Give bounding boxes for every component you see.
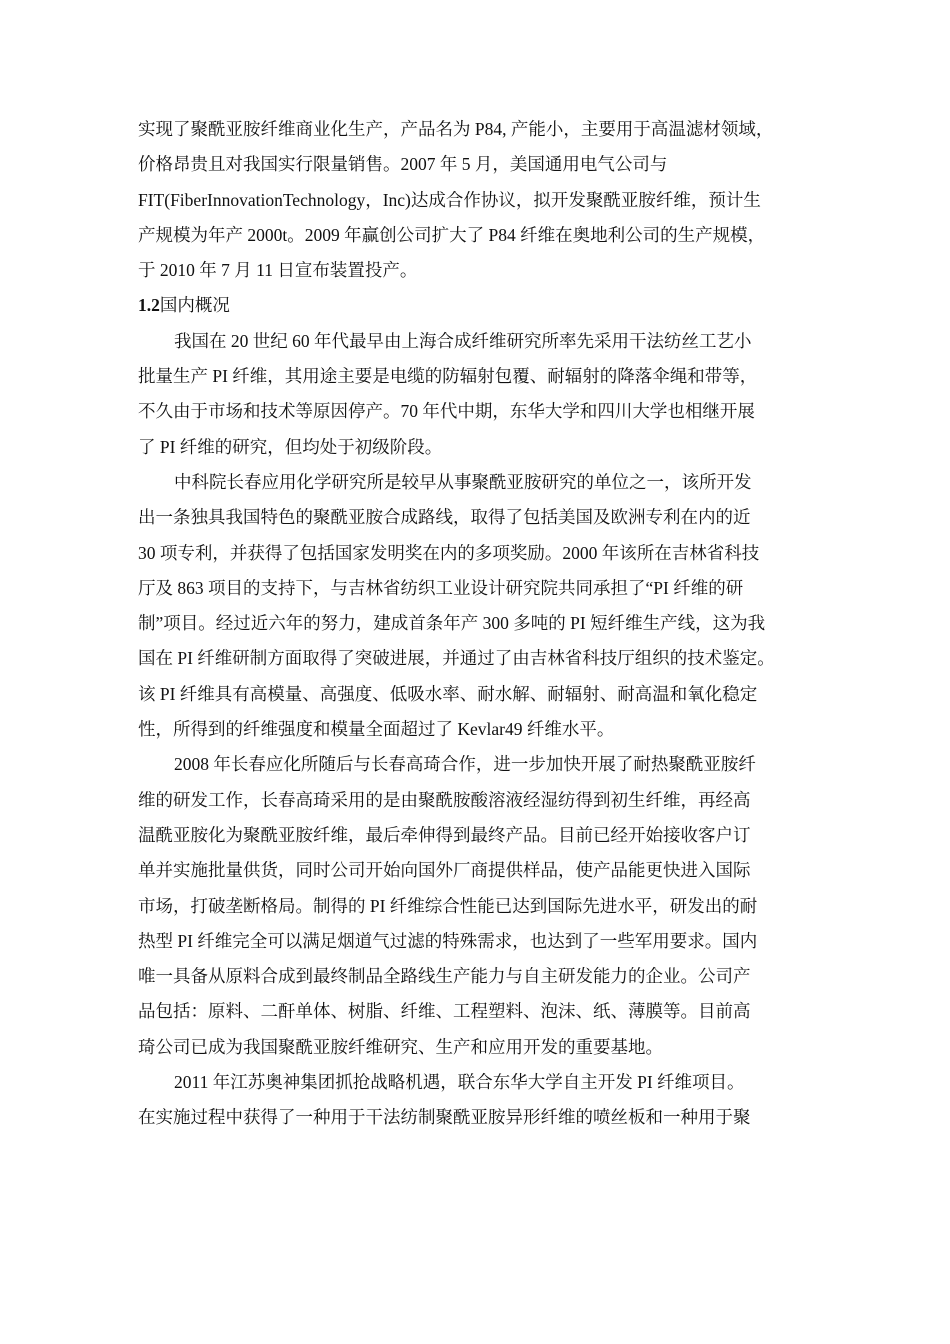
text-line: 该 PI 纤维具有高模量、高强度、低吸水率、耐水解、耐辐射、耐高温和氧化稳定 xyxy=(138,683,758,704)
text-line: 价格昂贵且对我国实行限量销售。2007 年 5 月，美国通用电气公司与 xyxy=(138,154,668,175)
text-line: 2008 年长春应化所随后与长春高琦合作，进一步加快开展了耐热聚酰亚胺纤 xyxy=(174,754,756,775)
text-line: 国在 PI 纤维研制方面取得了突破进展，并通过了由吉林省科技厅组织的技术鉴定。 xyxy=(138,648,775,669)
text-line: 于 2010 年 7 月 11 日宣布装置投产。 xyxy=(138,260,418,281)
text-line: 实现了聚酰亚胺纤维商业化生产，产品名为 P84, 产能小，主要用于高温滤材领域， xyxy=(138,119,774,139)
text-line: 单并实施批量供货，同时公司开始向国外厂商提供样品，使产品能更快进入国际 xyxy=(138,860,751,881)
text-line: 琦公司已成为我国聚酰亚胺纤维研究、生产和应用开发的重要基地。 xyxy=(138,1036,663,1057)
text-line: 品包括：原料、二酐单体、树脂、纤维、工程塑料、泡沫、纸、薄膜等。目前高 xyxy=(138,1001,751,1022)
section-title: 国内概况 xyxy=(159,295,230,316)
text-line: 唯一具备从原料合成到最终制品全路线生产能力与自主研发能力的企业。公司产 xyxy=(138,966,751,987)
text-line: 出一条独具我国特色的聚酰亚胺合成路线，取得了包括美国及欧洲专利在内的近 xyxy=(138,507,751,528)
text-line: 温酰亚胺化为聚酰亚胺纤维，最后牵伸得到最终产品。目前已经开始接收客户订 xyxy=(138,824,751,845)
paragraph-aoshen xyxy=(138,1065,828,1100)
paragraph-intro xyxy=(138,112,828,288)
text-line: 批量生产 PI 纤维，其用途主要是电缆的防辐射包覆、耐辐射的降落伞绳和带等， xyxy=(138,366,758,387)
paragraph-implementation xyxy=(138,1100,828,1135)
text-line: 30 项专利，并获得了包括国家发明奖在内的多项奖励。2000 年该所在吉林省科技 xyxy=(138,542,760,563)
text-line: 了 PI 纤维的研究，但均处于初级阶段。 xyxy=(138,436,443,457)
text-line: 厅及 863 项目的支持下，与吉林省纺织工业设计研究院共同承担了“PI 纤维的研 xyxy=(138,577,744,598)
text-line: 我国在 20 世纪 60 年代最早由上海合成纤维研究所率先采用干法纺丝工艺小 xyxy=(174,330,752,351)
document-body xyxy=(138,112,828,1136)
text-line: FIT(FiberInnovationTechnology，Inc)达成合作协议，拟开发聚酰亚胺纤维，预计生 xyxy=(138,189,761,210)
text-line: 2011 年江苏奥神集团抓抢战略机遇，联合东华大学自主开发 PI 纤维项目。 xyxy=(174,1072,745,1093)
text-line: 在实施过程中获得了一种用于干法纺制聚酰亚胺异形纤维的喷丝板和一种用于聚 xyxy=(138,1107,751,1128)
paragraph-changchun-institute xyxy=(138,465,828,747)
text-line: 市场，打破垄断格局。制得的 PI 纤维综合性能已达到国际先进水平，研发出的耐 xyxy=(138,895,758,916)
text-line: 性，所得到的纤维强度和模量全面超过了 Kevlar49 纤维水平。 xyxy=(138,719,615,740)
text-line: 制”项目。经过近六年的努力，建成首条年产 300 多吨的 PI 短纤维生产线，这为我 xyxy=(138,613,766,634)
section-heading xyxy=(138,288,828,323)
text-line: 产规模为年产 2000t。2009 年赢创公司扩大了 P84 纤维在奥地利公司的生产规模， xyxy=(138,224,766,245)
section-number: 1.2 xyxy=(138,295,160,316)
text-line: 维的研发工作，长春高琦采用的是由聚酰胺酸溶液经湿纺得到初生纤维，再经高 xyxy=(138,789,751,810)
text-line: 热型 PI 纤维完全可以满足烟道气过滤的特殊需求，也达到了一些军用要求。国内 xyxy=(138,930,758,951)
text-line: 不久由于市场和技术等原因停产。70 年代中期，东华大学和四川大学也相继开展 xyxy=(138,401,755,422)
text-line: 中科院长春应用化学研究所是较早从事聚酰亚胺研究的单位之一，该所开发 xyxy=(174,471,752,492)
paragraph-early-history xyxy=(138,324,828,465)
paragraph-gaoqi xyxy=(138,747,828,1065)
